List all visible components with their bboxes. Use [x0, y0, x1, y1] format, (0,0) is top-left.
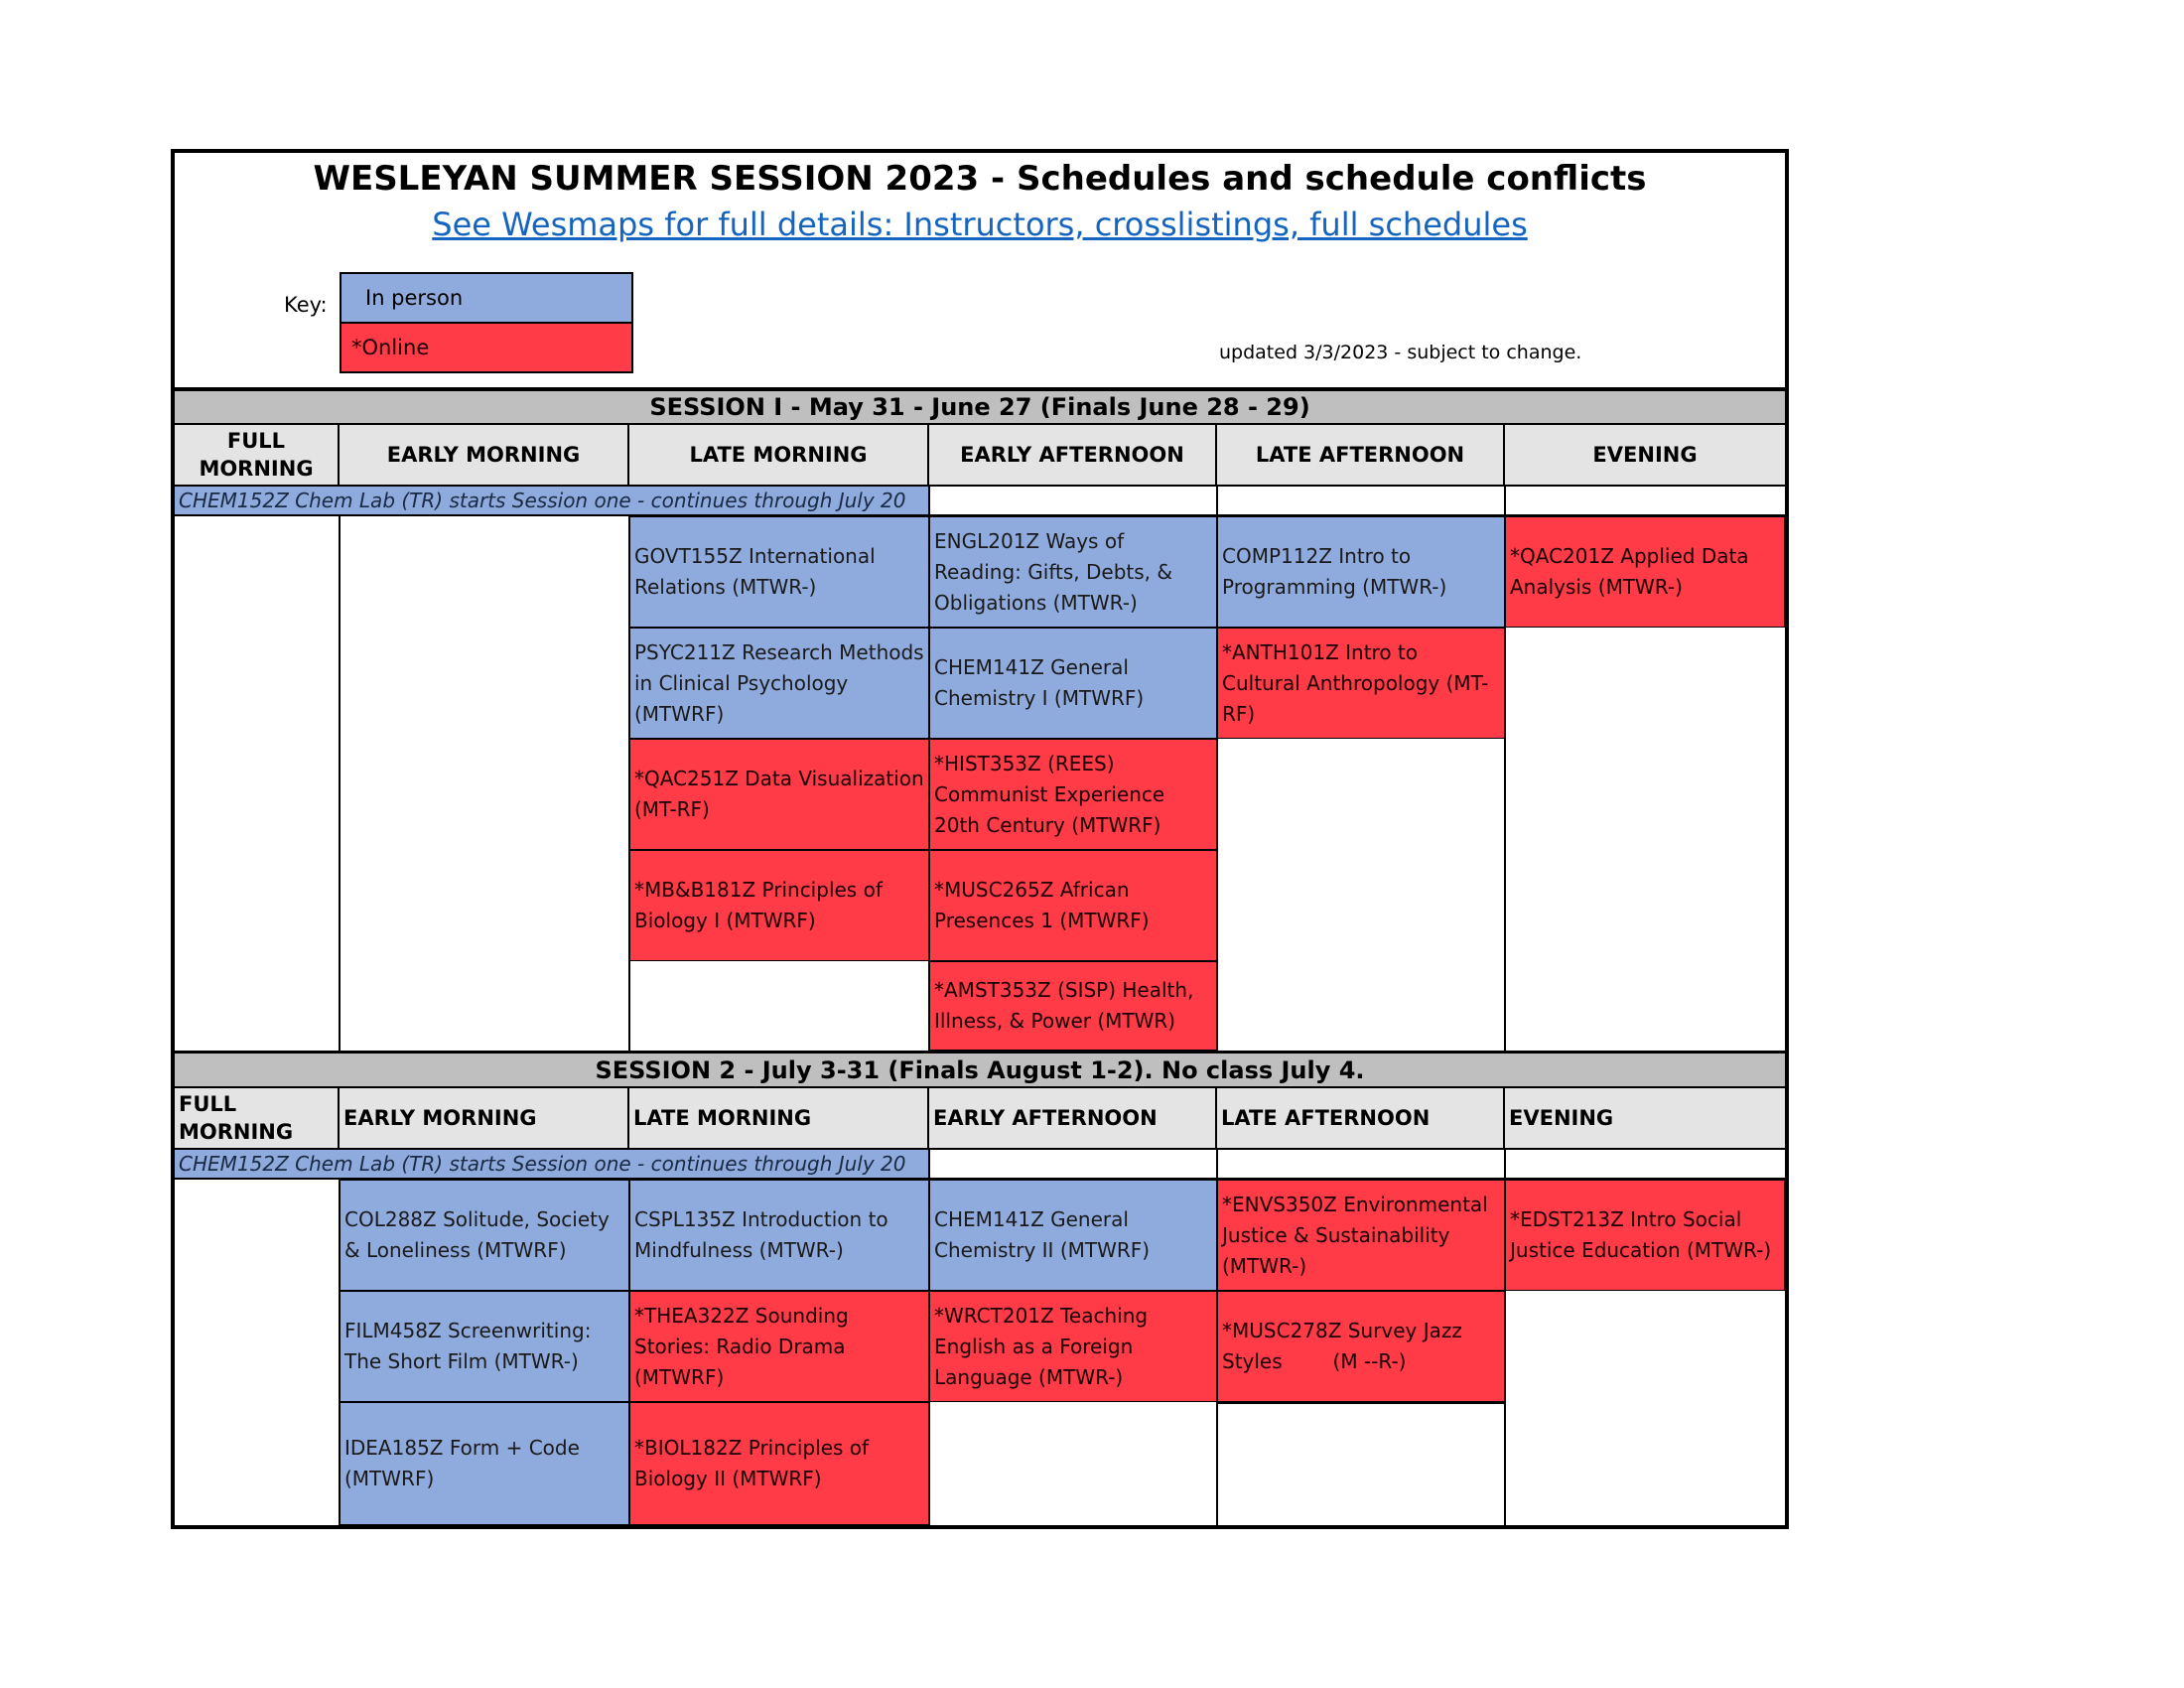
- course-cell: IDEA185Z Form + Code (MTWRF): [340, 1402, 629, 1525]
- course-cell: *QAC251Z Data Visualization (MT-RF): [629, 739, 929, 850]
- course-cell: PSYC211Z Research Methods in Clinical Psychology (MTWRF): [629, 628, 929, 739]
- s2-col-early-afternoon: EARLY AFTERNOON: [929, 1088, 1217, 1150]
- s1-col-early-afternoon: EARLY AFTERNOON: [929, 425, 1217, 487]
- s2-col-evening: EVENING: [1505, 1088, 1785, 1150]
- key-online-label: *Online: [351, 336, 430, 359]
- schedule-sheet: [171, 149, 1789, 1529]
- course-cell: *EDST213Z Intro Social Justice Education (MTWR-): [1505, 1180, 1785, 1291]
- course-cell: *QAC201Z Applied Data Analysis (MTWR-): [1505, 516, 1785, 628]
- course-cell: FILM458Z Screenwriting: The Short Film (MTWR-): [340, 1291, 629, 1402]
- s2-col-late-afternoon: LATE AFTERNOON: [1217, 1088, 1505, 1150]
- s1-col-evening: EVENING: [1505, 425, 1785, 487]
- s2-divider: [1217, 1402, 1505, 1404]
- course-cell: *BIOL182Z Principles of Biology II (MTWRF): [629, 1402, 929, 1525]
- key-label: Key:: [284, 293, 328, 317]
- course-cell: *ENVS350Z Environmental Justice & Sustainability (MTWR-): [1217, 1180, 1505, 1291]
- key-in-person-label: In person: [365, 286, 464, 310]
- s2-chem-lab-note: CHEM152Z Chem Lab (TR) starts Session one - continues through July 20: [175, 1150, 929, 1180]
- session2-title: SESSION 2 - July 3-31 (Finals August 1-2). No class July 4.: [175, 1051, 1785, 1088]
- session1-title: SESSION I - May 31 - June 27 (Finals June 28 - 29): [175, 387, 1785, 425]
- s1-col-late-afternoon: LATE AFTERNOON: [1217, 425, 1505, 487]
- course-cell: COMP112Z Intro to Programming (MTWR-): [1217, 516, 1505, 628]
- course-cell: *WRCT201Z Teaching English as a Foreign Language (MTWR-): [929, 1291, 1217, 1402]
- s1-col-early-morning: EARLY MORNING: [340, 425, 629, 487]
- updated-note: updated 3/3/2023 - subject to change.: [1219, 342, 1582, 363]
- course-cell: *MUSC278Z Survey Jazz Styles (M --R-): [1217, 1291, 1505, 1402]
- course-cell: ENGL201Z Ways of Reading: Gifts, Debts, & Obligations (MTWR-): [929, 516, 1217, 628]
- s2-col-early-morning: EARLY MORNING: [340, 1088, 629, 1150]
- s1-divider: [339, 516, 341, 1051]
- course-cell: COL288Z Solitude, Society & Loneliness (MTWRF): [340, 1180, 629, 1291]
- course-cell: *AMST353Z (SISP) Health, Illness, & Power (MTWR): [929, 961, 1217, 1051]
- s2-col-full-morning: FULL MORNING: [175, 1088, 340, 1150]
- key-online: [340, 322, 633, 373]
- course-cell: *MB&B181Z Principles of Biology I (MTWRF): [629, 850, 929, 961]
- course-cell: CHEM141Z General Chemistry I (MTWRF): [929, 628, 1217, 739]
- course-cell: *HIST353Z (REES) Communist Experience 20th Century (MTWRF): [929, 739, 1217, 850]
- s1-col-full-morning: FULL MORNING: [175, 425, 340, 487]
- key-in-person: [340, 272, 633, 324]
- course-cell: CHEM141Z General Chemistry II (MTWRF): [929, 1180, 1217, 1291]
- course-cell: *ANTH101Z Intro to Cultural Anthropology (MT-RF): [1217, 628, 1505, 739]
- course-cell: *THEA322Z Sounding Stories: Radio Drama (MTWRF): [629, 1291, 929, 1402]
- wesmaps-link[interactable]: See Wesmaps for full details: Instructors, crosslistings, full schedules: [432, 206, 1528, 243]
- course-cell: CSPL135Z Introduction to Mindfulness (MTWR-): [629, 1180, 929, 1291]
- course-cell: *MUSC265Z African Presences 1 (MTWRF): [929, 850, 1217, 961]
- s1-chem-lab-note: CHEM152Z Chem Lab (TR) starts Session one - continues through July 20: [175, 487, 929, 516]
- page-title: WESLEYAN SUMMER SESSION 2023 - Schedules and schedule conflicts: [313, 159, 1647, 199]
- course-cell: GOVT155Z International Relations (MTWR-): [629, 516, 929, 628]
- s2-col-late-morning: LATE MORNING: [629, 1088, 929, 1150]
- s1-col-late-morning: LATE MORNING: [629, 425, 929, 487]
